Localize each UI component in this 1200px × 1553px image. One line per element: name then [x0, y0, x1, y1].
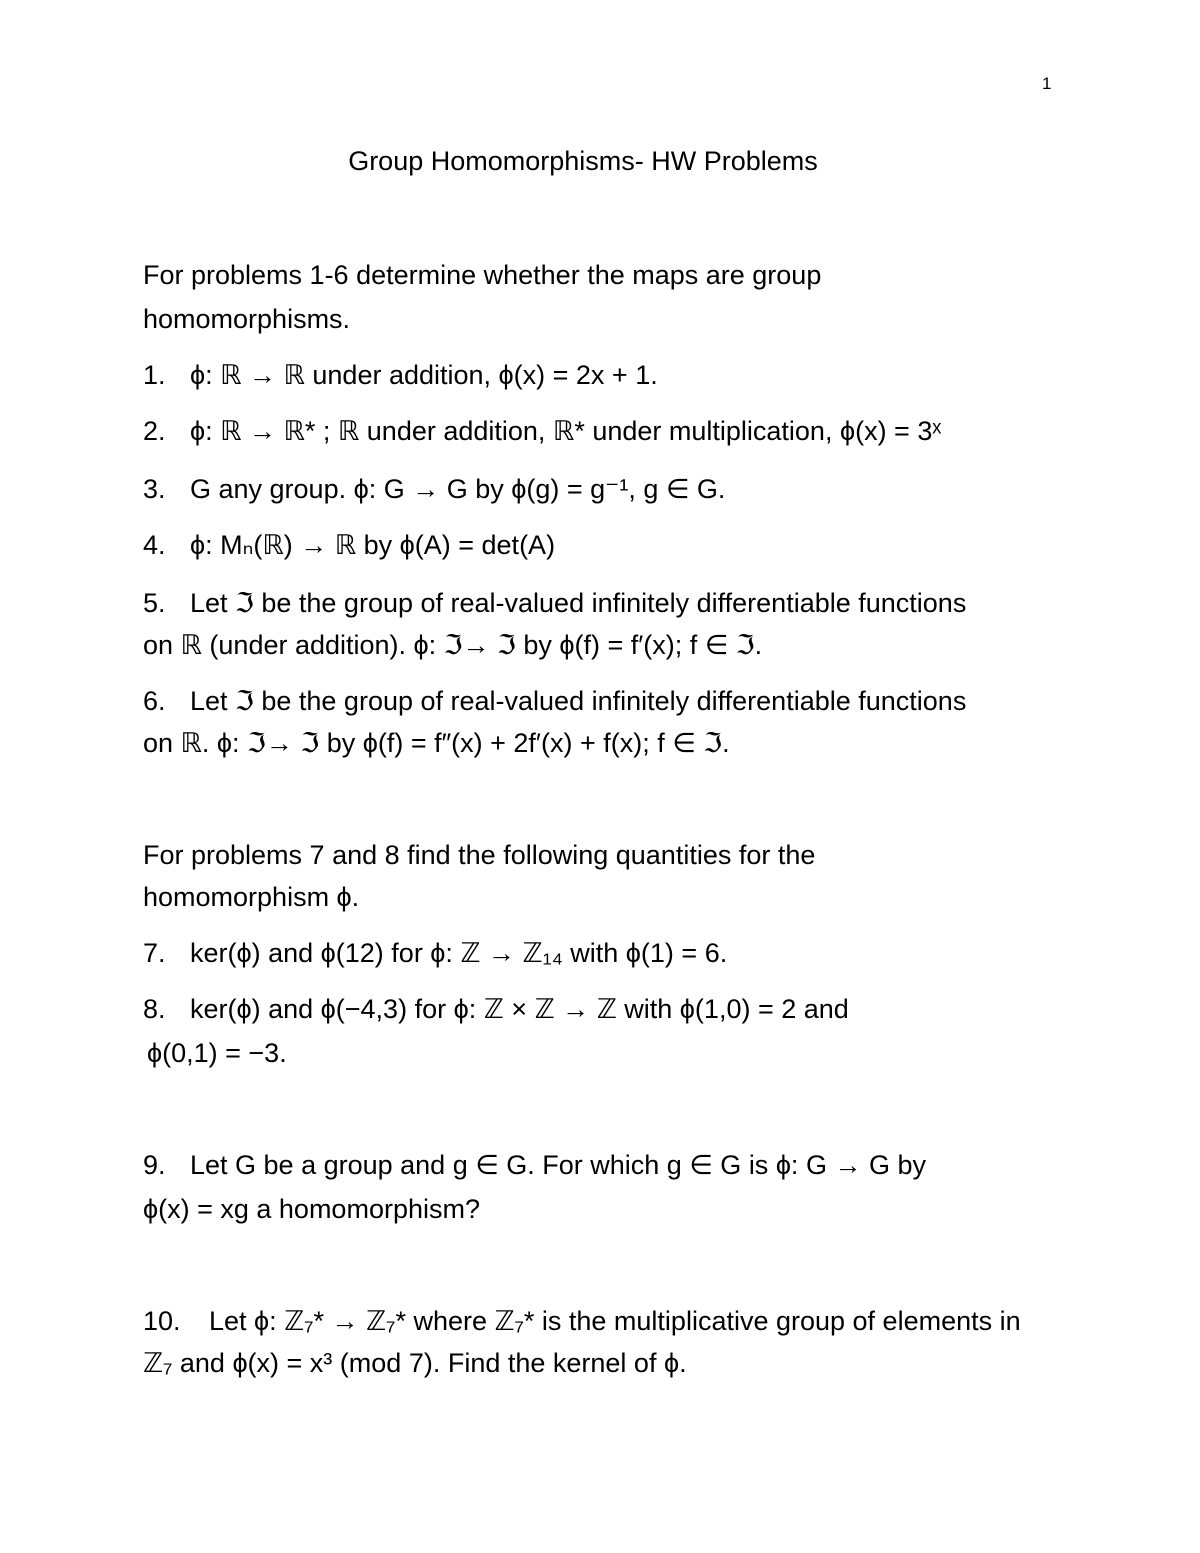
problem-number: 2.: [143, 416, 166, 446]
problem-9: [143, 1152, 926, 1179]
problem-6-continued: on ℝ. ϕ: ℑ→ ℑ by ϕ(f) = f″(x) + 2f′(x) + f(x); f ∈ ℑ.: [143, 728, 730, 758]
page-title: Group Homomorphisms- HW Problems: [348, 146, 818, 176]
problem-number: 9.: [143, 1150, 166, 1180]
problem-number: 6.: [143, 686, 166, 716]
problem-10: [143, 1308, 1021, 1335]
problem-5-continued: on ℝ (under addition). ϕ: ℑ→ ℑ by ϕ(f) = f′(x); f ∈ ℑ.: [143, 630, 763, 660]
problem-10-continued: ℤ₇ and ϕ(x) = x³ (mod 7). Find the kernel of ϕ.: [143, 1348, 687, 1378]
problem-number: 3.: [143, 474, 166, 504]
problem-9-continued: ϕ(x) = xg a homomorphism?: [143, 1194, 480, 1224]
problem-3: [143, 476, 725, 503]
intro-problems-7-8-line1: For problems 7 and 8 find the following quantities for the: [143, 840, 816, 870]
problem-8: [143, 996, 849, 1023]
problem-text: Let ℑ be the group of real-valued infinitely differentiable functions: [190, 588, 967, 618]
problem-text: Let ℑ be the group of real-valued infinitely differentiable functions: [190, 686, 967, 716]
problem-1: [143, 362, 658, 389]
intro-problems-1-6-line2: homomorphisms.: [143, 304, 351, 334]
problem-2: [143, 418, 941, 445]
problem-8-continued: ϕ(0,1) = −3.: [147, 1038, 287, 1068]
page-number: 1: [1042, 74, 1052, 93]
problem-text: ϕ: ℝ → ℝ* ; ℝ under addition, ℝ* under multiplication, ϕ(x) = 3ˣ: [190, 416, 942, 446]
problem-text: ϕ: ℝ → ℝ under addition, ϕ(x) = 2x + 1.: [190, 360, 658, 390]
problem-5: [143, 590, 966, 617]
problem-number: 7.: [143, 938, 166, 968]
problem-7: [143, 940, 727, 967]
problem-number: 4.: [143, 530, 166, 560]
problem-text: Let G be a group and g ∈ G. For which g ∈ G is ϕ: G → G by: [190, 1150, 926, 1180]
problem-text: Let ϕ: ℤ₇* → ℤ₇* where ℤ₇* is the multiplicative group of elements in: [209, 1306, 1021, 1336]
problem-4: [143, 532, 555, 559]
problem-number: 1.: [143, 360, 166, 390]
intro-problems-7-8-line2: homomorphism ϕ.: [143, 882, 360, 912]
problem-text: ϕ: Mₙ(ℝ) → ℝ by ϕ(A) = det(A): [190, 530, 556, 560]
problem-text: G any group. ϕ: G → G by ϕ(g) = g⁻¹, g ∈ G.: [190, 474, 726, 504]
problem-number: 5.: [143, 588, 166, 618]
problem-text: ker(ϕ) and ϕ(−4,3) for ϕ: ℤ × ℤ → ℤ with ϕ(1,0) = 2 and: [190, 994, 849, 1024]
intro-problems-1-6-line1: For problems 1-6 determine whether the maps are group: [143, 260, 822, 290]
problem-number: 10.: [143, 1306, 181, 1336]
problem-number: 8.: [143, 994, 166, 1024]
problem-text: ker(ϕ) and ϕ(12) for ϕ: ℤ → ℤ₁₄ with ϕ(1) = 6.: [190, 938, 728, 968]
problem-6: [143, 688, 966, 715]
